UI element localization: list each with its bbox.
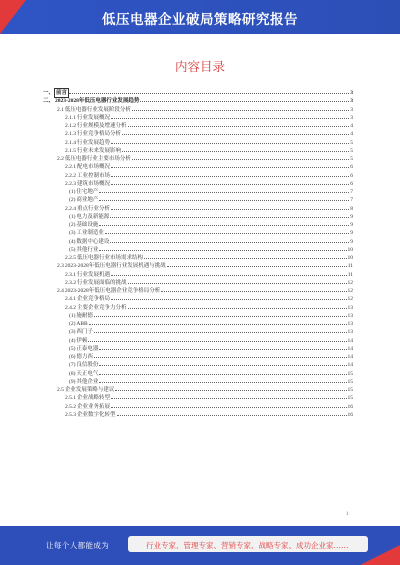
- toc-entry-page: 15: [347, 387, 353, 393]
- toc-entry-number: 2.1.2: [65, 123, 76, 129]
- toc-dot-leader: [140, 101, 349, 102]
- toc-entry[interactable]: [43, 320, 353, 328]
- toc-entry-title: 其他行业: [76, 246, 99, 253]
- toc-entry[interactable]: [43, 254, 353, 262]
- toc-entry-page: 7: [350, 197, 353, 204]
- toc-entry[interactable]: [43, 262, 353, 270]
- toc-entry[interactable]: [43, 139, 353, 147]
- toc-entry-page: 13: [347, 304, 353, 311]
- toc-entry-number: 2.1.4: [65, 139, 76, 146]
- toc-entry[interactable]: [43, 246, 353, 254]
- toc-entry-page: 13: [347, 321, 353, 327]
- toc-entry[interactable]: [43, 97, 353, 105]
- toc-entry-page: 16: [347, 403, 353, 410]
- toc-dot-leader: [161, 291, 346, 292]
- toc-entry[interactable]: [43, 122, 353, 130]
- toc-entry-number: 2.5: [57, 387, 64, 393]
- page-number: 1: [346, 512, 349, 517]
- toc-dot-leader: [111, 176, 349, 177]
- toc-entry[interactable]: [43, 295, 353, 303]
- toc-entry[interactable]: [43, 213, 353, 221]
- toc-entry-title: 企业发展策略与建议: [64, 387, 115, 393]
- toc-entry-page: 13: [347, 312, 353, 319]
- toc-entry-page: 15: [347, 370, 353, 377]
- toc-entry-page: 9: [350, 213, 353, 220]
- toc-entry[interactable]: [43, 130, 353, 138]
- footer-roles: 行业专家、管理专家、营销专家、战略专家、成功企业家……: [146, 541, 349, 550]
- toc-entry-page: 3: [350, 98, 353, 105]
- toc-entry-page: 4: [350, 131, 353, 138]
- toc-entry-title: 2023-2028年低压电器企业竞争格局分析: [64, 288, 161, 294]
- toc-entry-page: 14: [347, 337, 353, 344]
- toc-entry-number: 2.3.2: [65, 279, 76, 286]
- toc-entry-title: 行业发展趋势: [77, 139, 111, 146]
- toc-entry[interactable]: [43, 353, 353, 361]
- toc-entry-number: (3): [69, 230, 76, 237]
- toc-entry-number: (2): [69, 321, 76, 327]
- toc-dot-leader: [122, 134, 349, 135]
- toc-dot-leader: [99, 192, 349, 193]
- toc-entry-number: (6): [69, 354, 76, 360]
- toc-entry-title: 行业未来发展影响: [77, 147, 122, 154]
- toc-entry-page: 15: [347, 378, 353, 385]
- toc-entry-number: (2): [69, 222, 76, 228]
- toc-dot-leader: [128, 126, 350, 127]
- toc-entry-title: 企业数字化转型: [77, 411, 116, 418]
- toc-entry[interactable]: [43, 180, 353, 188]
- toc-entry[interactable]: [43, 304, 353, 312]
- toc-entry-number: (1): [69, 213, 76, 220]
- toc-entry[interactable]: [43, 337, 353, 345]
- toc-entry-page: 12: [347, 288, 353, 294]
- toc-entry[interactable]: [43, 155, 353, 163]
- toc-entry-number: 2.1.3: [65, 131, 76, 138]
- toc-entry[interactable]: [43, 188, 353, 196]
- table-of-contents: [43, 89, 353, 419]
- toc-entry-title: 企业竞争格局: [77, 296, 111, 303]
- toc-entry-title: 正泰电器: [76, 345, 99, 352]
- toc-entry[interactable]: [43, 287, 353, 295]
- toc-entry-number: 2.1.5: [65, 147, 76, 154]
- toc-entry-title: 配电市场概况: [77, 164, 111, 171]
- toc-dot-leader: [99, 200, 349, 201]
- toc-entry[interactable]: [43, 271, 353, 279]
- toc-dot-leader: [144, 258, 346, 259]
- top-banner: [0, 0, 400, 34]
- toc-entry-title: 前言: [56, 90, 68, 96]
- toc-entry-number: (4): [69, 238, 76, 245]
- toc-dot-leader: [132, 159, 349, 160]
- toc-entry-number: 2.4.1: [65, 296, 76, 303]
- toc-entry-number: 2.2.5: [65, 255, 76, 261]
- toc-dot-leader: [89, 324, 347, 325]
- toc-entry-page: 10: [347, 255, 353, 261]
- toc-dot-leader: [99, 374, 346, 375]
- toc-dot-leader: [69, 93, 349, 94]
- toc-entry-number: 2.2.3: [65, 180, 76, 187]
- toc-dot-leader: [111, 143, 349, 144]
- toc-entry[interactable]: [43, 403, 353, 411]
- toc-entry-title: 低压电器行业市场需求结构: [77, 255, 144, 261]
- toc-entry-title: 行业竞争格局分析: [77, 131, 122, 138]
- toc-entry-number: 2.2: [57, 156, 64, 162]
- toc-entry-title: 建筑市场概况: [77, 180, 111, 187]
- toc-entry-page: 13: [347, 329, 353, 336]
- toc-entry-number: 2.1: [57, 106, 64, 113]
- toc-entry-number: (3): [69, 329, 76, 336]
- toc-entry-title: 行业发展概况: [77, 114, 111, 121]
- toc-entry-page: 9: [350, 222, 353, 228]
- toc-entry-page: 7: [350, 189, 353, 195]
- toc-heading: 内容目录: [174, 59, 225, 74]
- toc-entry-title: 重点行业分析: [77, 205, 111, 212]
- toc-entry-page: 14: [347, 354, 353, 360]
- toc-entry-title: 其他企业: [76, 378, 99, 385]
- toc-entry-title: 2023-2028年低压电器行业发展趋势: [55, 98, 140, 105]
- footer-slogan: 让每个人都能成为: [46, 541, 110, 550]
- toc-entry-title: 低压电器行业发展阶段分析: [64, 106, 131, 113]
- toc-entry-title: 基础设施: [76, 222, 99, 228]
- toc-dot-leader: [99, 349, 346, 350]
- toc-entry-title: 住宅地产: [76, 189, 99, 195]
- toc-dot-leader: [99, 382, 346, 383]
- toc-entry-number: 2.2.2: [65, 172, 76, 179]
- toc-entry-page: 5: [350, 147, 353, 154]
- toc-dot-leader: [111, 407, 346, 408]
- toc-entry-page: 12: [347, 296, 353, 303]
- toc-entry[interactable]: [43, 172, 353, 180]
- toc-dot-leader: [110, 217, 349, 218]
- toc-entry[interactable]: [43, 238, 353, 246]
- toc-dot-leader: [167, 266, 347, 267]
- toc-dot-leader: [132, 110, 349, 111]
- toc-dot-leader: [111, 299, 346, 300]
- toc-dot-leader: [111, 275, 347, 276]
- toc-entry[interactable]: [43, 229, 353, 237]
- toc-dot-leader: [117, 415, 347, 416]
- toc-entry-number: 二、: [43, 98, 55, 105]
- toc-entry-page: 15: [347, 395, 353, 402]
- toc-dot-leader: [111, 118, 349, 119]
- toc-entry-title: 商业地产: [76, 197, 99, 204]
- toc-dot-leader: [94, 357, 347, 358]
- report-title: 低压电器企业破局策略研究报告: [102, 12, 298, 28]
- toc-entry-number: 2.3: [57, 263, 64, 270]
- toc-entry-page: 12: [347, 279, 353, 286]
- toc-entry-number: 2.4: [57, 288, 64, 294]
- toc-entry-page: 14: [347, 362, 353, 369]
- toc-entry-page: 4: [350, 123, 353, 129]
- toc-entry-title: 主要企业竞争力分析: [77, 304, 127, 311]
- toc-entry-number: 2.4.2: [65, 304, 76, 311]
- toc-entry-title: ABB: [76, 321, 88, 327]
- toc-entry-number: 2.5.1: [65, 395, 76, 402]
- toc-entry-page: 8: [350, 205, 353, 212]
- toc-entry[interactable]: [43, 361, 353, 369]
- toc-dot-leader: [88, 341, 346, 342]
- toc-entry-title: 工业制造业: [76, 230, 104, 237]
- toc-dot-leader: [115, 390, 346, 391]
- toc-entry-title: 行业规模及增速分析: [77, 123, 127, 129]
- toc-entry[interactable]: [43, 328, 353, 336]
- toc-entry[interactable]: [43, 345, 353, 353]
- toc-entry-number: 2.5.3: [65, 411, 76, 418]
- toc-dot-leader: [128, 308, 347, 309]
- toc-dot-leader: [99, 250, 346, 251]
- footer-red-corner: [360, 545, 400, 565]
- toc-entry-title: 良信股份: [76, 362, 99, 369]
- toc-dot-leader: [111, 209, 349, 210]
- toc-entry-page: 10: [347, 246, 353, 253]
- toc-dot-leader: [105, 233, 349, 234]
- toc-entry-title: 2023-2028年低压电器行业发展机遇与挑战: [64, 263, 166, 270]
- toc-entry-number: (1): [69, 312, 76, 319]
- toc-dot-leader: [111, 398, 346, 399]
- toc-entry[interactable]: [43, 312, 353, 320]
- toc-entry-page: 6: [350, 180, 353, 187]
- toc-entry-title: 企业战略转型: [77, 395, 111, 402]
- toc-entry-number: 2.1.1: [65, 114, 76, 121]
- toc-entry-number: 2.2.4: [65, 205, 76, 212]
- toc-entry[interactable]: [43, 221, 353, 229]
- toc-entry-number: (7): [69, 362, 76, 369]
- toc-entry-title: 行业发展面临的挑战: [77, 279, 127, 286]
- toc-entry-title: 伊顿: [76, 337, 88, 344]
- toc-entry[interactable]: [43, 205, 353, 213]
- footer-banner: [0, 526, 400, 565]
- toc-entry-number: (2): [69, 197, 76, 204]
- toc-entry-page: 11: [347, 263, 353, 270]
- toc-entry-number: 一、: [43, 90, 55, 96]
- toc-entry-number: 2.3.1: [65, 271, 76, 278]
- toc-entry[interactable]: [43, 106, 353, 114]
- toc-dot-leader: [99, 365, 346, 366]
- toc-entry[interactable]: [43, 370, 353, 378]
- toc-entry[interactable]: [43, 114, 353, 122]
- toc-dot-leader: [99, 225, 349, 226]
- toc-entry-number: (8): [69, 370, 76, 377]
- toc-entry-number: (9): [69, 378, 76, 385]
- toc-entry-title: 西门子: [76, 329, 93, 336]
- toc-entry-page: 6: [350, 164, 353, 171]
- toc-entry-title: 低压电器行业主要市场分析: [64, 156, 131, 162]
- toc-entry-page: 5: [350, 156, 353, 162]
- toc-entry-page: 9: [350, 238, 353, 245]
- toc-entry-page: 3: [350, 114, 353, 121]
- toc-dot-leader: [111, 167, 349, 168]
- toc-entry[interactable]: [43, 147, 353, 155]
- toc-dot-leader: [111, 184, 349, 185]
- toc-entry-page: 5: [350, 139, 353, 146]
- toc-entry-page: 6: [350, 172, 353, 179]
- toc-entry-title: 行业发展机遇: [77, 271, 111, 278]
- toc-entry-number: 2.2.1: [65, 164, 76, 171]
- toc-dot-leader: [110, 242, 349, 243]
- toc-entry-page: 16: [347, 411, 353, 418]
- toc-entry-title: 企业业务拓展: [77, 403, 111, 410]
- toc-entry-title: 施耐德: [76, 312, 93, 319]
- toc-entry[interactable]: [43, 163, 353, 171]
- toc-entry-title: 电力及新能源: [76, 213, 110, 220]
- toc-entry-page: 3: [350, 90, 353, 96]
- toc-entry-page: 3: [350, 106, 353, 113]
- toc-dot-leader: [122, 151, 349, 152]
- toc-entry[interactable]: [43, 394, 353, 402]
- toc-dot-leader: [94, 316, 347, 317]
- toc-entry[interactable]: [43, 378, 353, 386]
- toc-entry[interactable]: [43, 411, 353, 419]
- toc-dot-leader: [94, 332, 347, 333]
- toc-dot-leader: [128, 283, 347, 284]
- toc-entry-page: 14: [347, 345, 353, 352]
- toc-entry[interactable]: [43, 196, 353, 204]
- toc-entry-title: 工业控制市场: [77, 172, 111, 179]
- toc-entry-title: 天正电气: [76, 370, 99, 377]
- toc-entry-page: 11: [347, 271, 353, 278]
- toc-entry-page: 9: [350, 230, 353, 237]
- toc-entry[interactable]: [43, 279, 353, 287]
- toc-entry[interactable]: [43, 89, 353, 97]
- toc-entry-title: 德力西: [76, 354, 93, 360]
- toc-entry[interactable]: [43, 386, 353, 394]
- toc-entry-number: (4): [69, 337, 76, 344]
- toc-entry-number: (5): [69, 345, 76, 352]
- toc-entry-number: (5): [69, 246, 76, 253]
- toc-entry-number: (1): [69, 189, 76, 195]
- toc-entry-title: 数据中心建设: [76, 238, 110, 245]
- toc-entry-number: 2.5.2: [65, 403, 76, 410]
